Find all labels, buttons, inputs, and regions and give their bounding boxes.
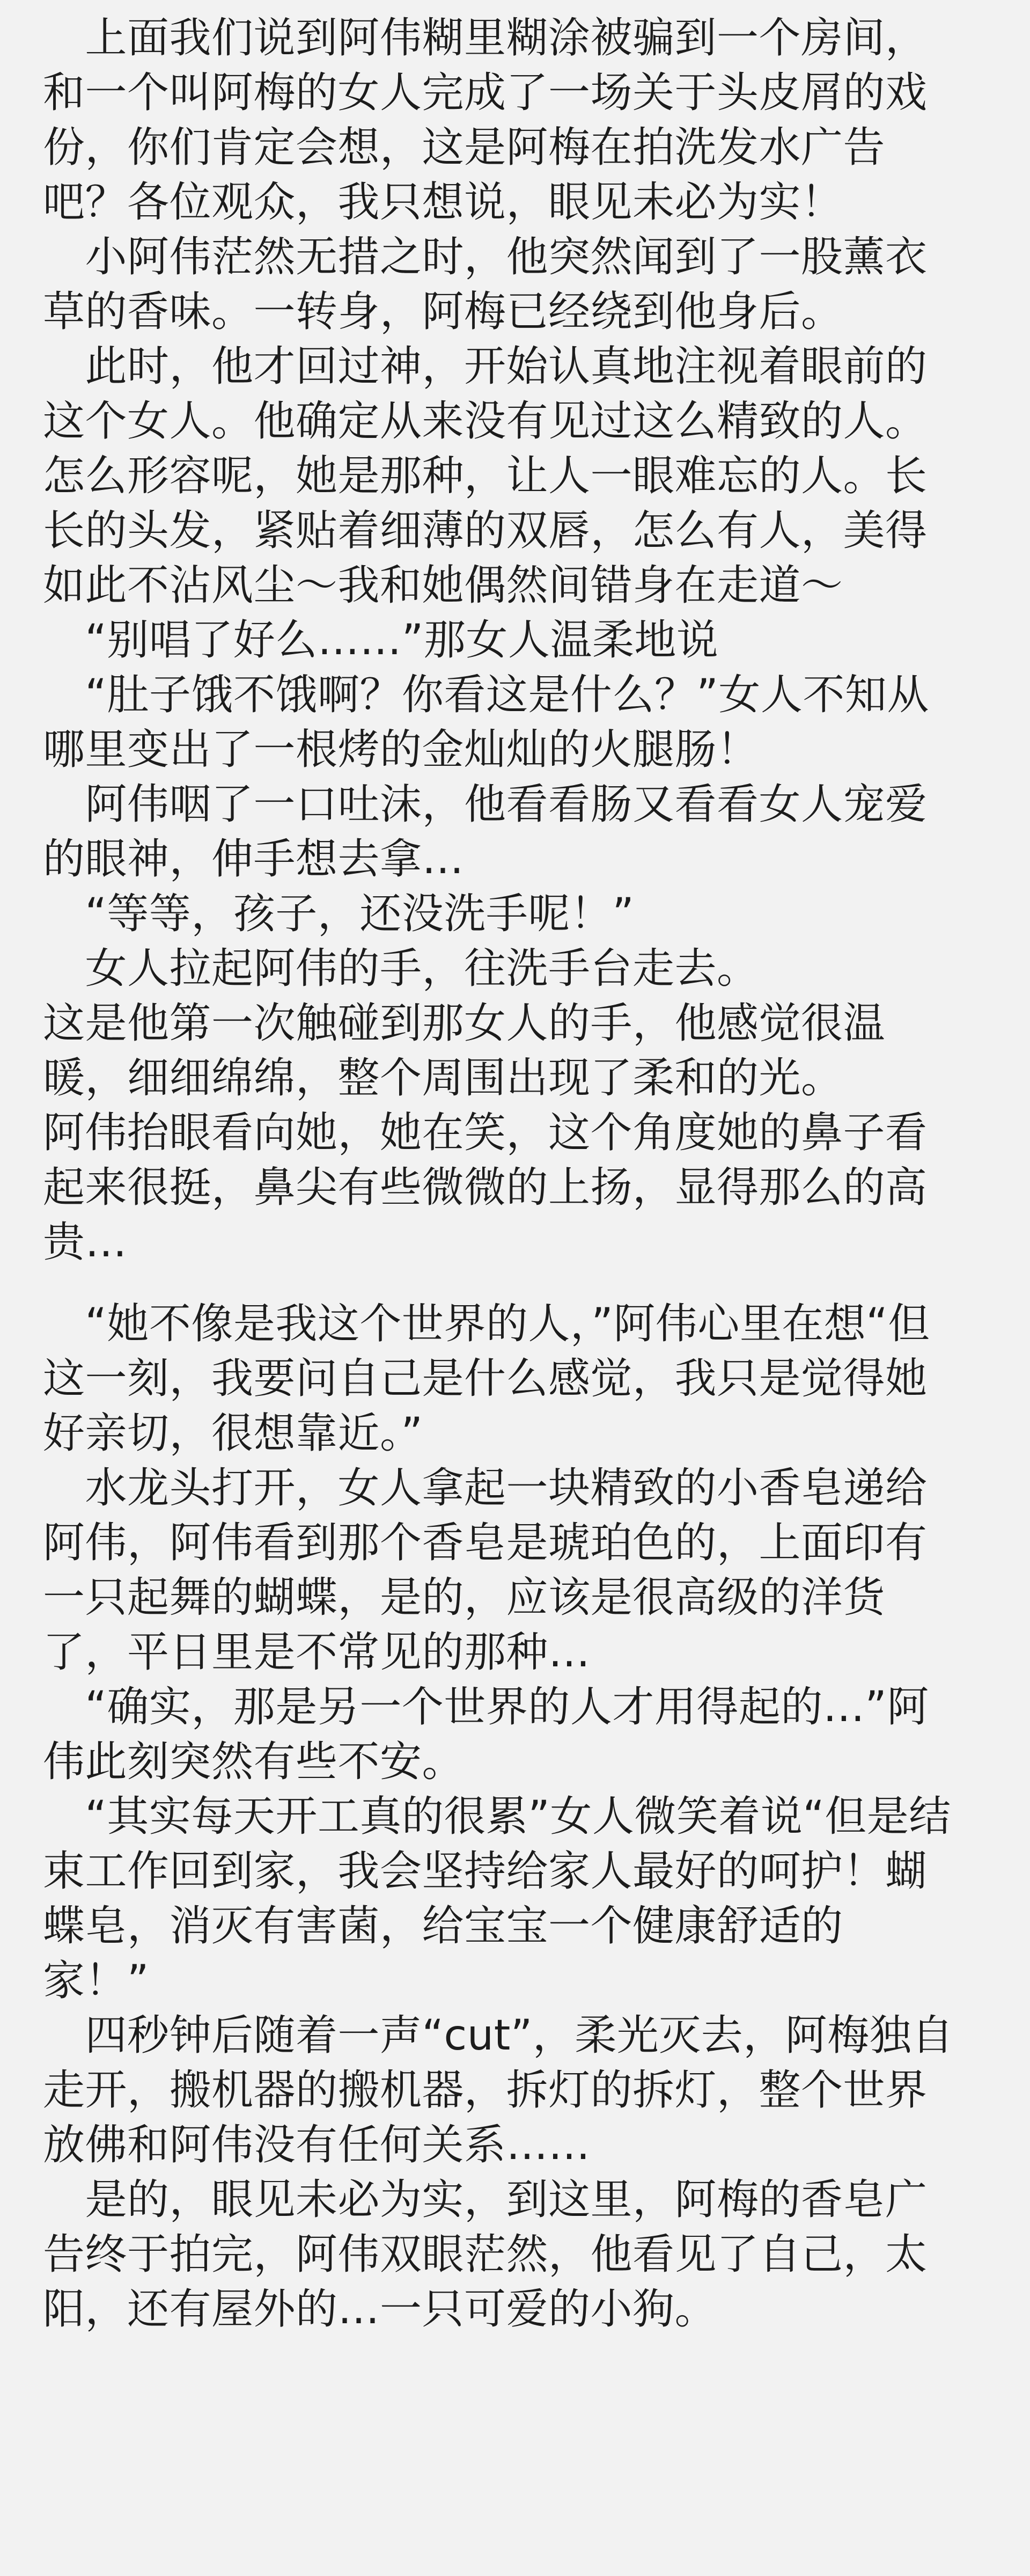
text-line: 这是他第一次触碰到那女人的手，他感觉很温 [43, 999, 886, 1048]
text-line: “她不像是我这个世界的人，”阿伟心里在想“但 [43, 1300, 930, 1348]
text-line: 小阿伟茫然无措之时，他突然闻到了一股薰衣 [43, 233, 928, 281]
text-line: 四秒钟后随着一声“cut”，柔光灭去，阿梅独自 [43, 2011, 954, 2060]
text-line: 告终于拍完，阿伟双眼茫然，他看见了自己，太 [43, 2230, 928, 2279]
text-line: 阿伟咽了一口吐沫，他看看肠又看看女人宠爱 [43, 780, 928, 829]
story-text [43, 11, 1009, 2337]
text-line: 份，你们肯定会想，这是阿梅在拍洗发水广告 [43, 123, 886, 172]
text-line: 贵… [43, 1218, 128, 1267]
text-line: 上面我们说到阿伟糊里糊涂被骗到一个房间， [43, 14, 928, 62]
text-line: 这个女人。他确定从来没有见过这么精致的人。 [43, 397, 928, 445]
text-line: 阳，还有屋外的…一只可爱的小狗。 [43, 2285, 717, 2333]
text-line: “别唱了好么……”那女人温柔地说 [43, 616, 719, 664]
text-line: “其实每天开工真的很累”女人微笑着说“但是结 [43, 1792, 951, 1841]
text-line: 起来很挺，鼻尖有些微微的上扬，显得那么的高 [43, 1163, 928, 1212]
text-line: 的眼神，伸手想去拿… [43, 835, 465, 883]
text-line: 草的香味。一转身，阿梅已经绕到他身后。 [43, 288, 843, 336]
text-line: 了，平日里是不常见的那种… [43, 1628, 591, 1677]
text-line: 蝶皂，消灭有害菌，给宝宝一个健康舒适的 [43, 1902, 843, 1950]
text-line: 水龙头打开，女人拿起一块精致的小香皂递给 [43, 1464, 928, 1512]
text-line: 和一个叫阿梅的女人完成了一场关于头皮屑的戏 [43, 69, 928, 117]
text-line: 家！” [43, 1957, 149, 2005]
text-line: “肚子饿不饿啊？你看这是什么？”女人不知从 [43, 671, 929, 719]
text-line: 这一刻，我要问自己是什么感觉，我只是觉得她 [43, 1355, 928, 1403]
text-line: 暖，细细绵绵，整个周围出现了柔和的光。 [43, 1054, 843, 1102]
text-line: 是的，眼见未必为实，到这里，阿梅的香皂广 [43, 2176, 928, 2224]
text-line: 女人拉起阿伟的手，往洗手台走去。 [43, 945, 759, 993]
text-line: 怎么形容呢，她是那种，让人一眼难忘的人。长 [43, 452, 928, 500]
text-line: “确实，那是另一个世界的人才用得起的…”阿 [43, 1683, 929, 1731]
text-line: 伟此刻突然有些不安。 [43, 1738, 465, 1786]
text-line: 好亲切，很想靠近。” [43, 1409, 423, 1458]
text-line: 束工作回到家，我会坚持给家人最好的呵护！蝴 [43, 1847, 928, 1896]
text-line: 此时，他才回过神，开始认真地注视着眼前的 [43, 342, 928, 391]
text-line: 阿伟抬眼看向她，她在笑，这个角度她的鼻子看 [43, 1109, 928, 1157]
text-line: 哪里变出了一根烤的金灿灿的火腿肠！ [43, 726, 759, 774]
text-line: 吧？各位观众，我只想说，眼见未必为实！ [43, 178, 843, 226]
text-line: 放佛和阿伟没有任何关系…… [43, 2121, 591, 2169]
text-line: 走开，搬机器的搬机器，拆灯的拆灯，整个世界 [43, 2066, 928, 2114]
text-line: 如此不沾风尘～我和她偶然间错身在走道～ [43, 561, 843, 610]
text-line: 长的头发，紧贴着细薄的双唇，怎么有人，美得 [43, 507, 928, 555]
text-line: 一只起舞的蝴蝶，是的，应该是很高级的洋货 [43, 1574, 886, 1622]
text-line: “等等，孩子，还没洗手呢！” [43, 890, 635, 938]
text-line: 阿伟，阿伟看到那个香皂是琥珀色的，上面印有 [43, 1519, 928, 1567]
